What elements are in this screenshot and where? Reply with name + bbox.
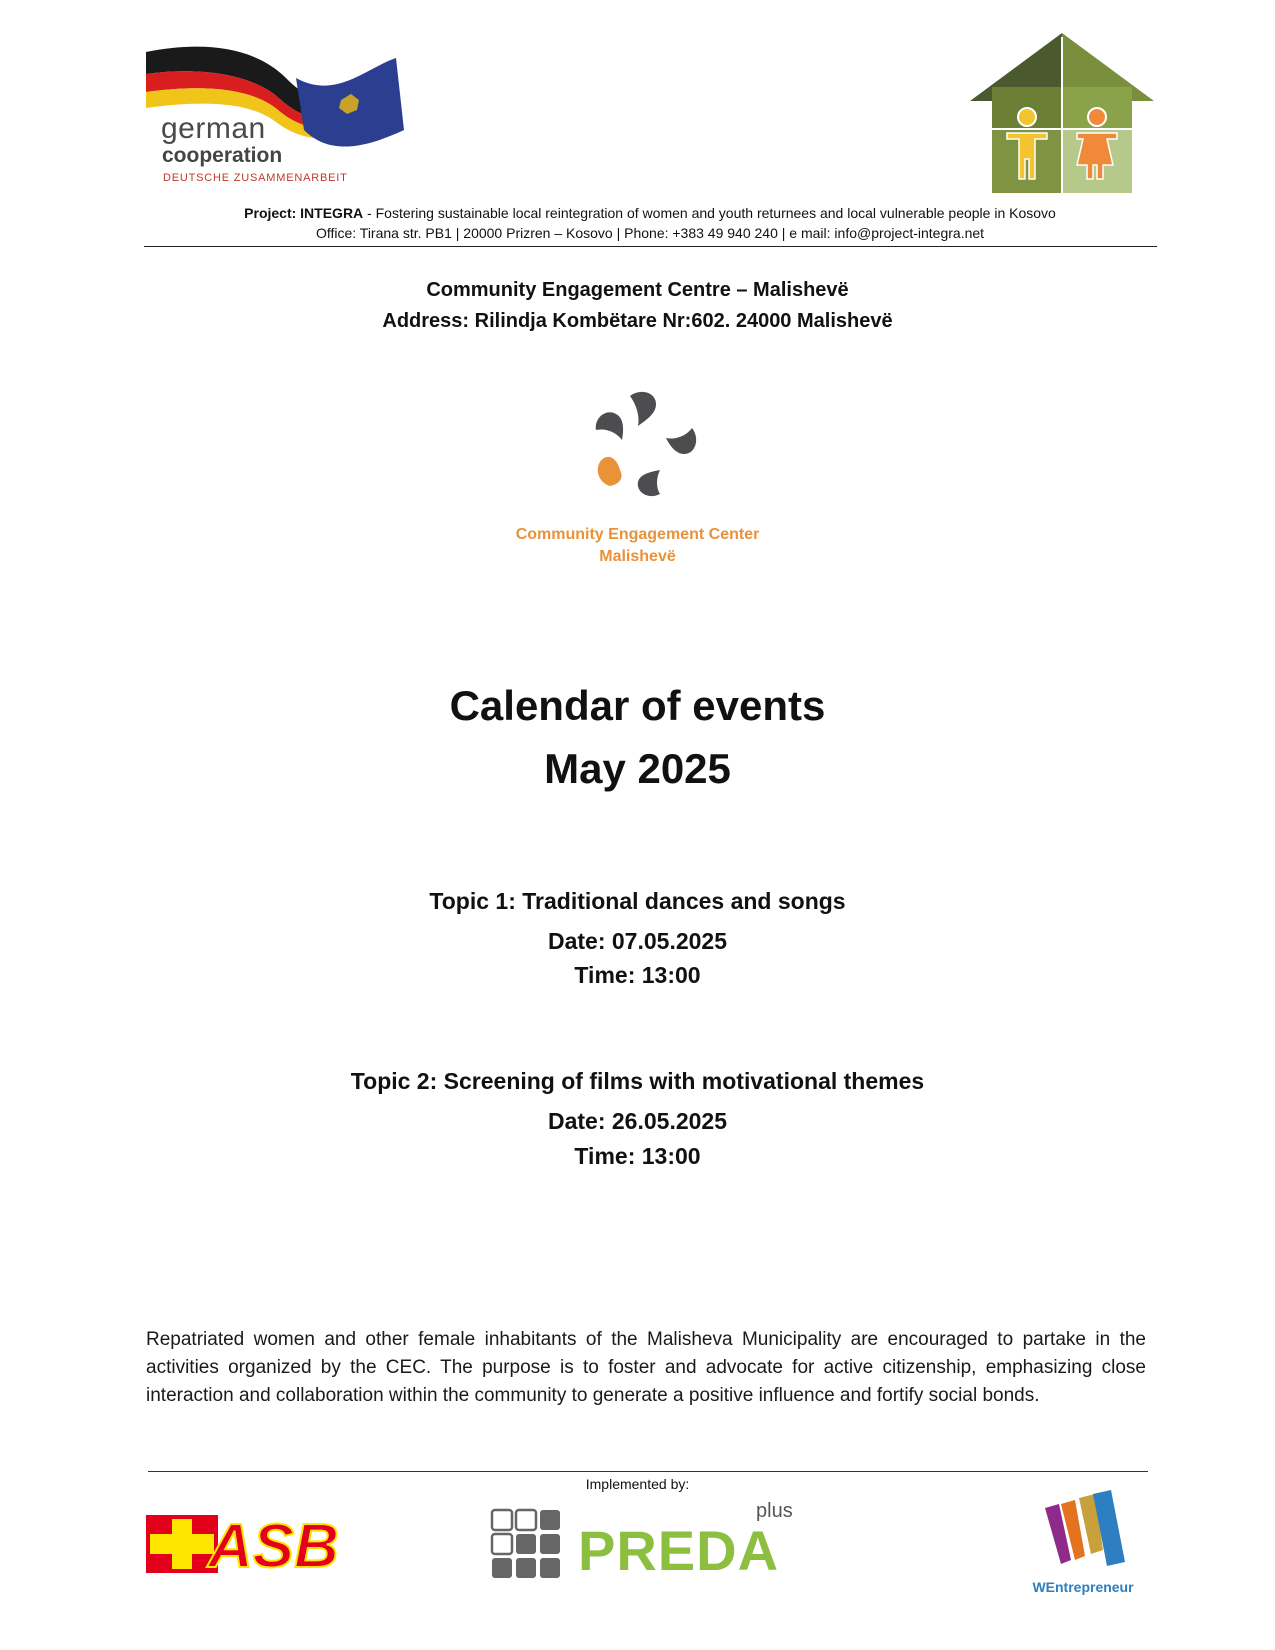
project-line [140,205,1160,221]
event-2-date: Date: 26.05.2025 [547,1108,727,1134]
cec-logo-title: Community Engagement Center [515,526,760,543]
implemented-by-label: Implemented by: [585,1476,690,1492]
preda-plus-text: plus [756,1500,793,1522]
wentrepreneur-logo-text: WEntrepreneur [1032,1579,1134,1595]
description-paragraph: Repatriated women and other female inhabitants of the Malisheva Municipality are encouraged to partake in the activities organized by the CEC. The purpose is to foster and advocate for active citizenship, emphasizing close interaction and collaboration within the community to generate a positive influence and fortify social bonds. [146,1329,1146,1406]
footer-divider [148,1471,1148,1472]
office-contact-line: Office: Tirana str. PB1 | 20000 Prizren – Kosovo | Phone: +383 49 940 240 | e mail: info@project-integra.net [315,225,985,241]
german-logo-word-cooperation: cooperation [162,144,283,167]
preda-grid-icon [490,1508,562,1580]
cec-logo-icon [590,390,700,500]
cec-logo-subtitle: Malishevë [599,548,676,565]
german-logo-subtitle: DEUTSCHE ZUSAMMENARBEIT [163,172,348,184]
german-logo-word-german: german [161,112,266,145]
centre-name: Community Engagement Centre – Malishevë [426,279,849,301]
header-divider [144,246,1157,247]
event-1-date: Date: 07.05.2025 [547,928,727,954]
event-2-title: Topic 2: Screening of films with motivational themes [350,1068,925,1094]
asb-logo [146,1505,376,1580]
integra-house-logo [970,33,1154,195]
event-1-time: Time: 13:00 [574,962,701,988]
wentrepreneur-logo [1045,1490,1125,1570]
preda-logo-text: PREDA [578,1519,780,1582]
centre-address: Address: Rilindja Kombëtare Nr:602. 24000 Malishevë [382,310,893,332]
calendar-title: Calendar of events [449,682,826,729]
event-1-title: Topic 1: Traditional dances and songs [429,888,846,914]
project-label: Project: INTEGRA [244,205,364,221]
event-2-time: Time: 13:00 [574,1143,701,1169]
project-description: - Fostering sustainable local reintegration of women and youth returnees and local vulnerable people in Kosovo [363,205,1056,221]
calendar-month: May 2025 [544,745,731,792]
asb-logo-text: ASB [208,1512,339,1580]
